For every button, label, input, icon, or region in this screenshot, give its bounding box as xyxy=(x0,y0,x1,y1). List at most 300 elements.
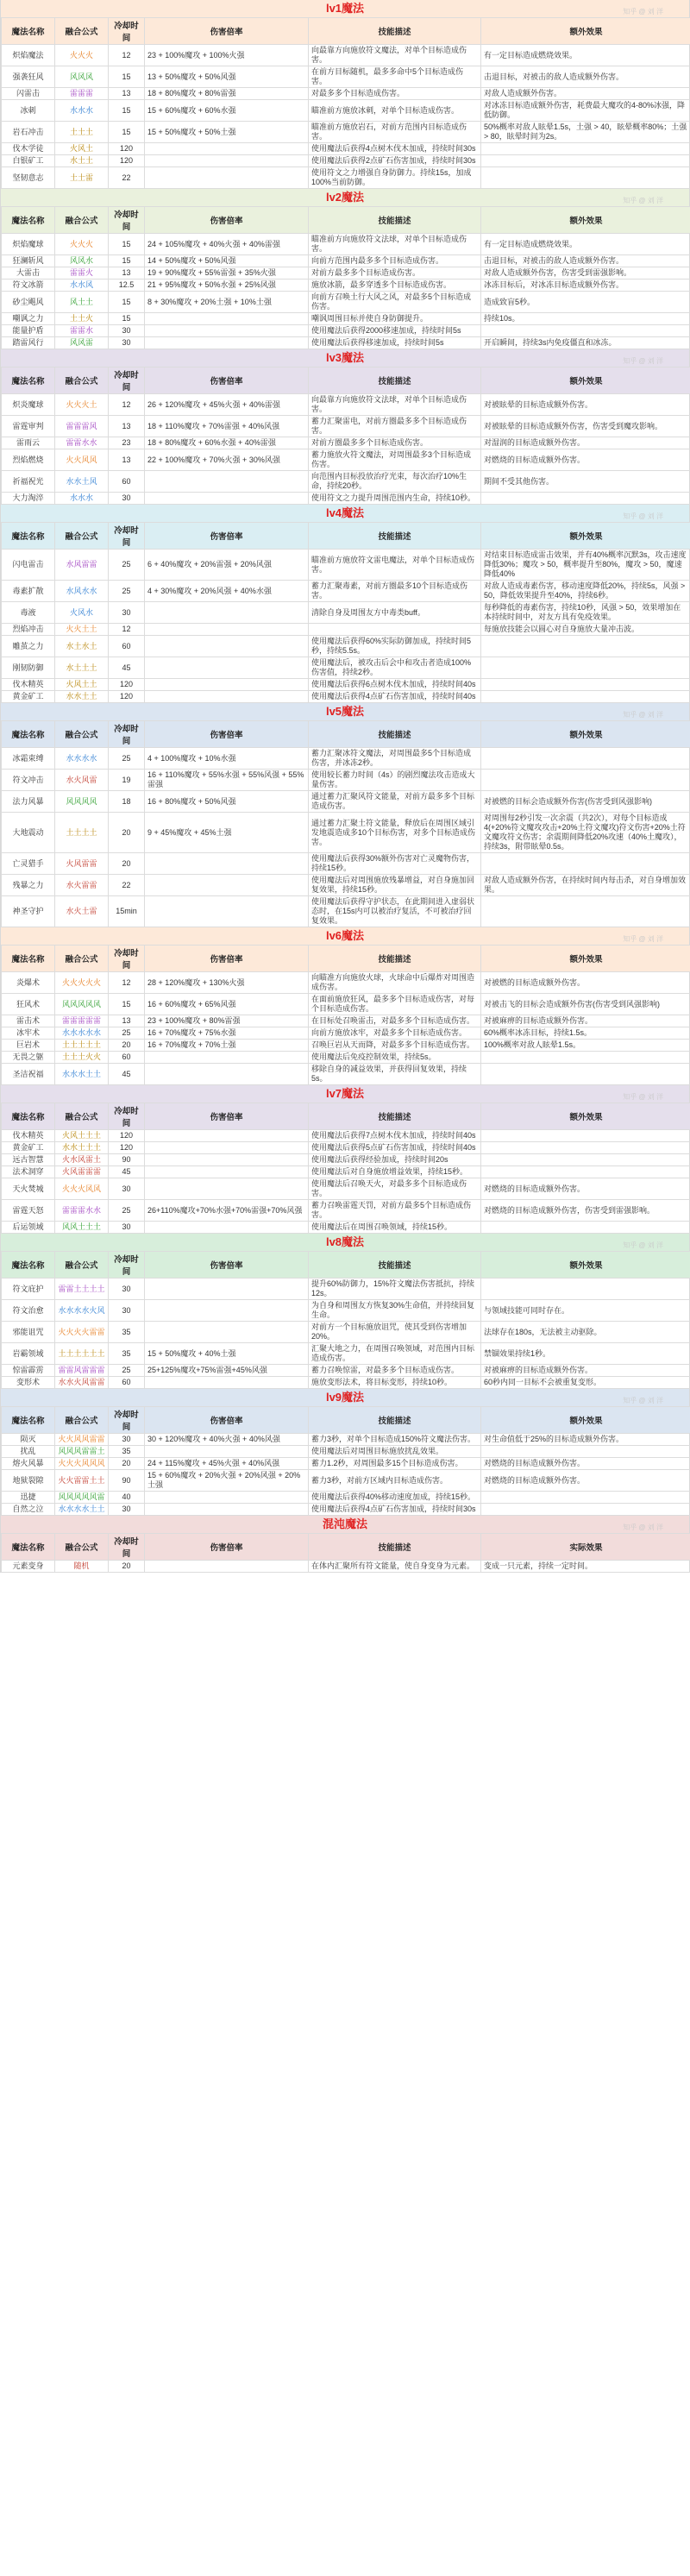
table-row xyxy=(2,471,690,493)
cell-extra-effect: 冰冻目标后，对冰冻目标造成额外伤害。 xyxy=(481,280,690,292)
cell-name: 祈福祝光 xyxy=(2,471,55,493)
magic-table xyxy=(1,17,690,189)
section-title-text: lv8魔法 xyxy=(325,1235,365,1248)
cell-formula: 水水风 xyxy=(55,280,109,292)
cell-damage xyxy=(145,1166,309,1178)
column-header: 额外效果 xyxy=(481,18,690,45)
table-row xyxy=(2,493,690,505)
cell-description: 移除自身的减益效果，并获得回复效果，持续5s。 xyxy=(309,1064,481,1085)
cell-damage xyxy=(145,313,309,325)
section-title-text: lv5魔法 xyxy=(325,705,365,718)
section-title-text: lv2魔法 xyxy=(325,191,365,204)
cell-description: 使用魔法后召唤天火，对最多多个目标造成伤害。 xyxy=(309,1178,481,1200)
cell-cooldown: 120 xyxy=(109,1142,145,1154)
cell-cooldown: 30 xyxy=(109,1222,145,1234)
cell-description: 在面前施放狂风，最多多个目标造成伤害，对每个目标造成伤害。 xyxy=(309,994,481,1015)
cell-formula: 火风土土 xyxy=(55,679,109,691)
table-row xyxy=(2,581,690,602)
column-header: 技能描述 xyxy=(309,207,481,234)
table-row xyxy=(2,449,690,471)
cell-extra-effect xyxy=(481,1154,690,1166)
cell-description: 蓄力召唤雷霆天罚，对前方最多5个目标造成伤害。 xyxy=(309,1200,481,1222)
cell-extra-effect: 法球存在180s，无法被主动驱除。 xyxy=(481,1322,690,1343)
cell-description: 向范围内目标投放治疗光束，每次治疗10%生命，持续20秒。 xyxy=(309,471,481,493)
cell-extra-effect: 对被麻痹的目标造成额外伤害。 xyxy=(481,1015,690,1027)
section-title xyxy=(1,0,689,17)
cell-name: 炎爆术 xyxy=(2,972,55,994)
cell-extra-effect xyxy=(481,1504,690,1516)
cell-cooldown: 30 xyxy=(109,1279,145,1300)
cell-description: 使用魔法后获得40%移动速度加成，持续15秒。 xyxy=(309,1492,481,1504)
section-8 xyxy=(0,1389,690,1516)
section-title-text: 混沌魔法 xyxy=(322,1517,367,1530)
column-header: 融合公式 xyxy=(55,946,109,972)
cell-damage: 24 + 105%魔攻 + 40%火强 + 40%雷强 xyxy=(145,234,309,255)
cell-name: 巨岩术 xyxy=(2,1040,55,1052)
table-header-row xyxy=(2,721,690,748)
cell-cooldown: 30 xyxy=(109,337,145,349)
cell-cooldown: 15 xyxy=(109,234,145,255)
cell-description: 清除自身及周围友方中毒类buff。 xyxy=(309,602,481,624)
cell-cooldown: 13 xyxy=(109,267,145,280)
cell-damage xyxy=(145,875,309,896)
cell-description: 使用魔法后获得2点矿石伤害加成，持续时间30s xyxy=(309,155,481,167)
cell-formula: 风风雷 xyxy=(55,337,109,349)
cell-description: 瞄准前方施放冰刺，对单个目标造成伤害。 xyxy=(309,100,481,122)
cell-description: 使用魔法后免疫控制效果，持续5s。 xyxy=(309,1052,481,1064)
cell-description: 对最多多个目标造成伤害。 xyxy=(309,88,481,100)
cell-formula: 土土土土土 xyxy=(55,1040,109,1052)
cell-description: 在前方目标随机，最多多命中5个目标造成伤害。 xyxy=(309,66,481,88)
column-header: 融合公式 xyxy=(55,523,109,550)
cell-cooldown: 30 xyxy=(109,1300,145,1322)
cell-name: 伐木精英 xyxy=(2,679,55,691)
magic-table xyxy=(1,206,690,349)
cell-formula: 水土土土 xyxy=(55,657,109,679)
cell-damage xyxy=(145,679,309,691)
section-1 xyxy=(0,189,690,349)
cell-extra-effect: 对敌人造成额外伤害，伤害受到雷强影响。 xyxy=(481,267,690,280)
cell-cooldown: 30 xyxy=(109,1504,145,1516)
section-title-text: lv9魔法 xyxy=(325,1391,365,1404)
section-title-text: lv6魔法 xyxy=(325,929,365,942)
cell-formula: 土土雷 xyxy=(55,167,109,189)
cell-cooldown: 60 xyxy=(109,1052,145,1064)
cell-name: 黄金矿工 xyxy=(2,691,55,703)
table-row xyxy=(2,292,690,313)
cell-extra-effect xyxy=(481,657,690,679)
section-title-text: lv4魔法 xyxy=(325,506,365,519)
cell-extra-effect xyxy=(481,1130,690,1142)
cell-formula: 水水水水水 xyxy=(55,1027,109,1040)
section-4 xyxy=(0,703,690,927)
section-9 xyxy=(0,1516,690,1573)
watermark: 知乎 @ 刘 洋 xyxy=(623,512,663,520)
table-header-row xyxy=(2,18,690,45)
cell-name: 黄金矿工 xyxy=(2,1142,55,1154)
cell-damage xyxy=(145,1322,309,1343)
column-header: 冷却时间 xyxy=(109,1103,145,1130)
section-title-text: lv1魔法 xyxy=(325,2,365,15)
cell-damage xyxy=(145,602,309,624)
cell-formula: 火火风风 xyxy=(55,449,109,471)
cell-description: 蓄力3秒，对单个目标造成150%符文魔法伤害。 xyxy=(309,1434,481,1446)
cell-name: 元素变身 xyxy=(2,1561,55,1573)
cell-description: 在体内汇聚所有符文能量，使自身变身为元素。 xyxy=(309,1561,481,1573)
cell-extra-effect xyxy=(481,1064,690,1085)
cell-extra-effect xyxy=(481,636,690,657)
table-row xyxy=(2,1015,690,1027)
table-row xyxy=(2,1322,690,1343)
cell-cooldown: 12 xyxy=(109,624,145,636)
table-header-row xyxy=(2,207,690,234)
watermark: 知乎 @ 刘 洋 xyxy=(623,1524,663,1531)
section-7 xyxy=(0,1234,690,1389)
column-header: 融合公式 xyxy=(55,1252,109,1279)
cell-damage: 24 + 115%魔攻 + 45%火强 + 40%风强 xyxy=(145,1458,309,1470)
cell-description: 使用魔法后获得守护状态，在此期间进入虚弱状态时，在15s内可以被治疗复活，不可被治疗回复效果。 xyxy=(309,896,481,927)
table-row xyxy=(2,1166,690,1178)
cell-cooldown: 30 xyxy=(109,1434,145,1446)
cell-cooldown: 15 xyxy=(109,100,145,122)
cell-formula: 火风土土土 xyxy=(55,1130,109,1142)
cell-formula: 水水水 xyxy=(55,100,109,122)
table-row xyxy=(2,602,690,624)
table-row xyxy=(2,167,690,189)
cell-extra-effect xyxy=(481,155,690,167)
cell-cooldown: 45 xyxy=(109,657,145,679)
cell-name: 雷雨云 xyxy=(2,437,55,449)
cell-cooldown: 13 xyxy=(109,449,145,471)
cell-extra-effect: 60%概率冰冻目标，持续1.5s。 xyxy=(481,1027,690,1040)
column-header: 冷却时间 xyxy=(109,523,145,550)
cell-cooldown: 35 xyxy=(109,1322,145,1343)
section-6 xyxy=(0,1085,690,1234)
cell-name: 大力淘淬 xyxy=(2,493,55,505)
cell-cooldown: 45 xyxy=(109,1166,145,1178)
table-row xyxy=(2,122,690,143)
cell-formula: 风风土土土 xyxy=(55,1222,109,1234)
column-header: 额外效果 xyxy=(481,207,690,234)
cell-description: 使用魔法后对自身施放增益效果，持续15秒。 xyxy=(309,1166,481,1178)
cell-extra-effect xyxy=(481,770,690,791)
table-row xyxy=(2,280,690,292)
table-row xyxy=(2,337,690,349)
section-title xyxy=(1,505,689,522)
cell-name: 雷霆天怒 xyxy=(2,1200,55,1222)
cell-formula: 火火火风风风 xyxy=(55,1458,109,1470)
cell-cooldown: 23 xyxy=(109,437,145,449)
cell-formula: 雷雷水水 xyxy=(55,437,109,449)
cell-name: 岩石冲击 xyxy=(2,122,55,143)
cell-formula: 风风风 xyxy=(55,66,109,88)
watermark: 知乎 @ 刘 洋 xyxy=(623,1241,663,1249)
cell-description: 使用魔法后在周围召唤领域，持续15秒。 xyxy=(309,1222,481,1234)
cell-formula: 水火土雷 xyxy=(55,896,109,927)
column-header: 技能描述 xyxy=(309,1407,481,1434)
cell-name: 后运领域 xyxy=(2,1222,55,1234)
cell-damage xyxy=(145,1052,309,1064)
table-row xyxy=(2,313,690,325)
cell-extra-effect xyxy=(481,896,690,927)
magic-table xyxy=(1,367,690,505)
table-row xyxy=(2,66,690,88)
cell-formula: 火火火土 xyxy=(55,394,109,416)
cell-cooldown: 30 xyxy=(109,325,145,337)
table-row xyxy=(2,853,690,875)
cell-formula: 水水土土 xyxy=(55,691,109,703)
cell-formula: 火风雷雷雷 xyxy=(55,1166,109,1178)
cell-name: 邪能诅咒 xyxy=(2,1322,55,1343)
section-title xyxy=(1,927,689,945)
cell-extra-effect xyxy=(481,325,690,337)
cell-extra-effect xyxy=(481,748,690,770)
cell-extra-effect: 对燃烧的目标造成额外伤害。 xyxy=(481,1458,690,1470)
table-row xyxy=(2,100,690,122)
column-header: 伤害倍率 xyxy=(145,721,309,748)
cell-formula: 水水水水火风 xyxy=(55,1300,109,1322)
table-row xyxy=(2,1200,690,1222)
cell-extra-effect: 与领域技能可同时存在。 xyxy=(481,1300,690,1322)
cell-extra-effect: 造成致盲5秒。 xyxy=(481,292,690,313)
cell-cooldown: 45 xyxy=(109,1064,145,1085)
cell-damage xyxy=(145,636,309,657)
cell-extra-effect xyxy=(481,167,690,189)
cell-name: 坚韧意志 xyxy=(2,167,55,189)
cell-extra-effect: 对燃烧的目标造成额外伤害。 xyxy=(481,1470,690,1492)
cell-formula: 雷雷雷风 xyxy=(55,416,109,437)
column-header: 融合公式 xyxy=(55,207,109,234)
column-header: 伤害倍率 xyxy=(145,1534,309,1561)
cell-name: 熔火风暴 xyxy=(2,1458,55,1470)
cell-cooldown: 20 xyxy=(109,853,145,875)
cell-description: 使用魔法后获得30%额外伤害对亡灵魔物伤害，持续15秒。 xyxy=(309,853,481,875)
column-header: 技能描述 xyxy=(309,368,481,394)
column-header: 伤害倍率 xyxy=(145,18,309,45)
cell-name: 毒素扩散 xyxy=(2,581,55,602)
cell-extra-effect: 60秒内同一目标不会被重复变形。 xyxy=(481,1377,690,1389)
cell-name: 迅捷 xyxy=(2,1492,55,1504)
table-header-row xyxy=(2,1407,690,1434)
table-header-row xyxy=(2,523,690,550)
cell-extra-effect xyxy=(481,1052,690,1064)
cell-name: 变形术 xyxy=(2,1377,55,1389)
cell-cooldown: 19 xyxy=(109,770,145,791)
column-header: 技能描述 xyxy=(309,946,481,972)
cell-damage: 18 + 110%魔攻 + 70%雷强 + 40%风强 xyxy=(145,416,309,437)
cell-formula: 火火火 xyxy=(55,45,109,66)
cell-extra-effect xyxy=(481,143,690,155)
column-header: 魔法名称 xyxy=(2,721,55,748)
cell-damage: 15 + 50%魔攻 + 40%土强 xyxy=(145,1343,309,1365)
cell-name: 陨灭 xyxy=(2,1434,55,1446)
cell-name: 法术洞穿 xyxy=(2,1166,55,1178)
cell-cooldown: 90 xyxy=(109,1154,145,1166)
cell-description: 使用魔法后获得2000移速加成，持续时间5s xyxy=(309,325,481,337)
column-header: 伤害倍率 xyxy=(145,946,309,972)
cell-description: 向前方施放冰牢，对最多多个目标造成伤害。 xyxy=(309,1027,481,1040)
cell-cooldown: 35 xyxy=(109,1446,145,1458)
cell-description: 瞄准前方向施放符文法球，对单个目标造成伤害。 xyxy=(309,234,481,255)
table-row xyxy=(2,972,690,994)
table-row xyxy=(2,1504,690,1516)
magic-table xyxy=(1,1251,690,1389)
cell-cooldown: 15 xyxy=(109,994,145,1015)
cell-description: 使用魔法后获得4点矿石伤害加成，持续时间40s xyxy=(309,691,481,703)
cell-formula: 水土水土 xyxy=(55,636,109,657)
column-header: 冷却时间 xyxy=(109,1252,145,1279)
magic-table xyxy=(1,1406,690,1516)
column-header: 额外效果 xyxy=(481,523,690,550)
cell-name: 符文庇护 xyxy=(2,1279,55,1300)
cell-description: 对前方一个目标施放诅咒，使其受到伤害增加20%。 xyxy=(309,1322,481,1343)
cell-extra-effect: 有一定目标造成燃烧效果。 xyxy=(481,45,690,66)
column-header: 技能描述 xyxy=(309,1103,481,1130)
cell-damage xyxy=(145,1446,309,1458)
table-row xyxy=(2,1064,690,1085)
table-row xyxy=(2,1446,690,1458)
cell-name: 嘲讽之力 xyxy=(2,313,55,325)
cell-formula: 火水风雷土 xyxy=(55,1154,109,1166)
cell-damage: 4 + 100%魔攻 + 10%水强 xyxy=(145,748,309,770)
column-header: 魔法名称 xyxy=(2,523,55,550)
cell-name: 伐木学徒 xyxy=(2,143,55,155)
cell-formula: 水水水 xyxy=(55,493,109,505)
table-row xyxy=(2,691,690,703)
cell-name: 法力风暴 xyxy=(2,791,55,813)
cell-damage xyxy=(145,1504,309,1516)
cell-damage xyxy=(145,657,309,679)
column-header: 魔法名称 xyxy=(2,946,55,972)
cell-formula: 火风水 xyxy=(55,602,109,624)
cell-extra-effect xyxy=(481,679,690,691)
cell-description: 使用魔法后对周围施放残暴增益，对自身施加回复效果，持续15秒。 xyxy=(309,875,481,896)
column-header: 额外效果 xyxy=(481,1407,690,1434)
cell-cooldown: 90 xyxy=(109,1470,145,1492)
section-0 xyxy=(0,0,690,189)
table-row xyxy=(2,1222,690,1234)
cell-description: 使用符文之力增强自身防御力。持续15s，加成100%当前防御。 xyxy=(309,167,481,189)
table-row xyxy=(2,1154,690,1166)
cell-name: 符文治愈 xyxy=(2,1300,55,1322)
section-title xyxy=(1,189,689,206)
cell-extra-effect: 对燃烧的目标造成额外伤害。 xyxy=(481,449,690,471)
cell-description xyxy=(309,624,481,636)
table-row xyxy=(2,1027,690,1040)
cell-name: 伐木精英 xyxy=(2,1130,55,1142)
magic-table xyxy=(1,522,690,703)
watermark: 知乎 @ 刘 洋 xyxy=(623,935,663,943)
cell-damage xyxy=(145,896,309,927)
cell-description: 使用魔法后对周围目标施放扰乱效果。 xyxy=(309,1446,481,1458)
cell-description: 提升60%防御力，15%符文魔法伤害抵抗，持续12s。 xyxy=(309,1279,481,1300)
cell-name: 圣洁祝福 xyxy=(2,1064,55,1085)
table-row xyxy=(2,875,690,896)
cell-formula: 雷雷雷雷雷 xyxy=(55,1015,109,1027)
cell-damage: 4 + 30%魔攻 + 20%风强 + 40%水强 xyxy=(145,581,309,602)
cell-damage: 28 + 120%魔攻 + 130%火强 xyxy=(145,972,309,994)
cell-name: 能量护盾 xyxy=(2,325,55,337)
cell-extra-effect: 对被麻痹的目标造成额外伤害。 xyxy=(481,1365,690,1377)
cell-cooldown: 15min xyxy=(109,896,145,927)
column-header: 额外效果 xyxy=(481,721,690,748)
table-row xyxy=(2,45,690,66)
cell-description: 使用魔法后获得6点树木伐木加成，持续时间40s xyxy=(309,679,481,691)
cell-formula: 随机 xyxy=(55,1561,109,1573)
cell-formula: 火火雷雷土土 xyxy=(55,1470,109,1492)
section-title xyxy=(1,703,689,720)
cell-damage: 23 + 100%魔攻 + 100%火强 xyxy=(145,45,309,66)
cell-name: 刚韧防御 xyxy=(2,657,55,679)
cell-damage: 16 + 80%魔攻 + 50%风强 xyxy=(145,791,309,813)
column-header: 魔法名称 xyxy=(2,1103,55,1130)
cell-description: 向瞄准方向施放火球，火球命中后爆炸对周围造成伤害。 xyxy=(309,972,481,994)
cell-damage xyxy=(145,155,309,167)
cell-cooldown: 25 xyxy=(109,748,145,770)
cell-damage: 26 + 120%魔攻 + 45%火强 + 40%雷强 xyxy=(145,394,309,416)
section-title xyxy=(1,1234,689,1251)
cell-extra-effect: 对敌人造成额外伤害，在持续时间内每击杀，对自身增加效果。 xyxy=(481,875,690,896)
cell-cooldown: 22 xyxy=(109,875,145,896)
cell-description: 使用魔法后获得7点树木伐木加成，持续时间40s xyxy=(309,1130,481,1142)
column-header: 冷却时间 xyxy=(109,207,145,234)
cell-damage: 19 + 90%魔攻 + 55%雷强 + 35%火强 xyxy=(145,267,309,280)
cell-name: 雷击术 xyxy=(2,1015,55,1027)
cell-damage xyxy=(145,1300,309,1322)
cell-damage: 21 + 95%魔攻 + 50%水强 + 25%风强 xyxy=(145,280,309,292)
magic-table xyxy=(1,1533,690,1573)
cell-formula: 土土土火火 xyxy=(55,1052,109,1064)
cell-extra-effect: 每秒降低的毒素伤害，持续10秒，风强 > 50，效果增加在本持续时间中，对友方具有免疫效果。 xyxy=(481,602,690,624)
cell-cooldown: 30 xyxy=(109,493,145,505)
cell-damage: 8 + 30%魔攻 + 20%土强 + 10%土强 xyxy=(145,292,309,313)
cell-extra-effect: 禁锢效果持续1秒。 xyxy=(481,1343,690,1365)
cell-formula: 雷雷雷 xyxy=(55,88,109,100)
table-row xyxy=(2,1377,690,1389)
cell-extra-effect: 对生命值低于25%的目标造成额外伤害。 xyxy=(481,1434,690,1446)
table-row xyxy=(2,1052,690,1064)
table-header-row xyxy=(2,1103,690,1130)
cell-formula: 土土土 xyxy=(55,122,109,143)
column-header: 冷却时间 xyxy=(109,721,145,748)
cell-extra-effect: 击退目标，对被击的敌人造成额外伤害。 xyxy=(481,255,690,267)
table-row xyxy=(2,994,690,1015)
cell-cooldown: 20 xyxy=(109,1458,145,1470)
column-header: 伤害倍率 xyxy=(145,1407,309,1434)
cell-formula: 火风土 xyxy=(55,143,109,155)
cell-formula: 土土火 xyxy=(55,313,109,325)
cell-description: 为自身和周围友方恢复30%生命值，并持续回复生命。 xyxy=(309,1300,481,1322)
cell-extra-effect: 开启瞬间，持续3s内免疫僵直和冰冻。 xyxy=(481,337,690,349)
table-row xyxy=(2,416,690,437)
table-header-row xyxy=(2,1252,690,1279)
watermark: 知乎 @ 刘 洋 xyxy=(623,197,663,204)
column-header: 融合公式 xyxy=(55,368,109,394)
cell-formula: 水土土 xyxy=(55,155,109,167)
cell-damage: 14 + 50%魔攻 + 50%风强 xyxy=(145,255,309,267)
cell-name: 地狱裂隙 xyxy=(2,1470,55,1492)
cell-cooldown: 25 xyxy=(109,581,145,602)
cell-description: 使用魔法后获得5点矿石伤害加成，持续时间40s xyxy=(309,1142,481,1154)
cell-name: 岩霸领域 xyxy=(2,1343,55,1365)
cell-name: 砂尘飓风 xyxy=(2,292,55,313)
table-row xyxy=(2,1300,690,1322)
cell-extra-effect: 期间不受其他伤害。 xyxy=(481,471,690,493)
cell-damage xyxy=(145,691,309,703)
cell-formula: 水风水水 xyxy=(55,581,109,602)
cell-name: 雕茧之力 xyxy=(2,636,55,657)
cell-description: 向前方范围内最多多个目标造成伤害。 xyxy=(309,255,481,267)
